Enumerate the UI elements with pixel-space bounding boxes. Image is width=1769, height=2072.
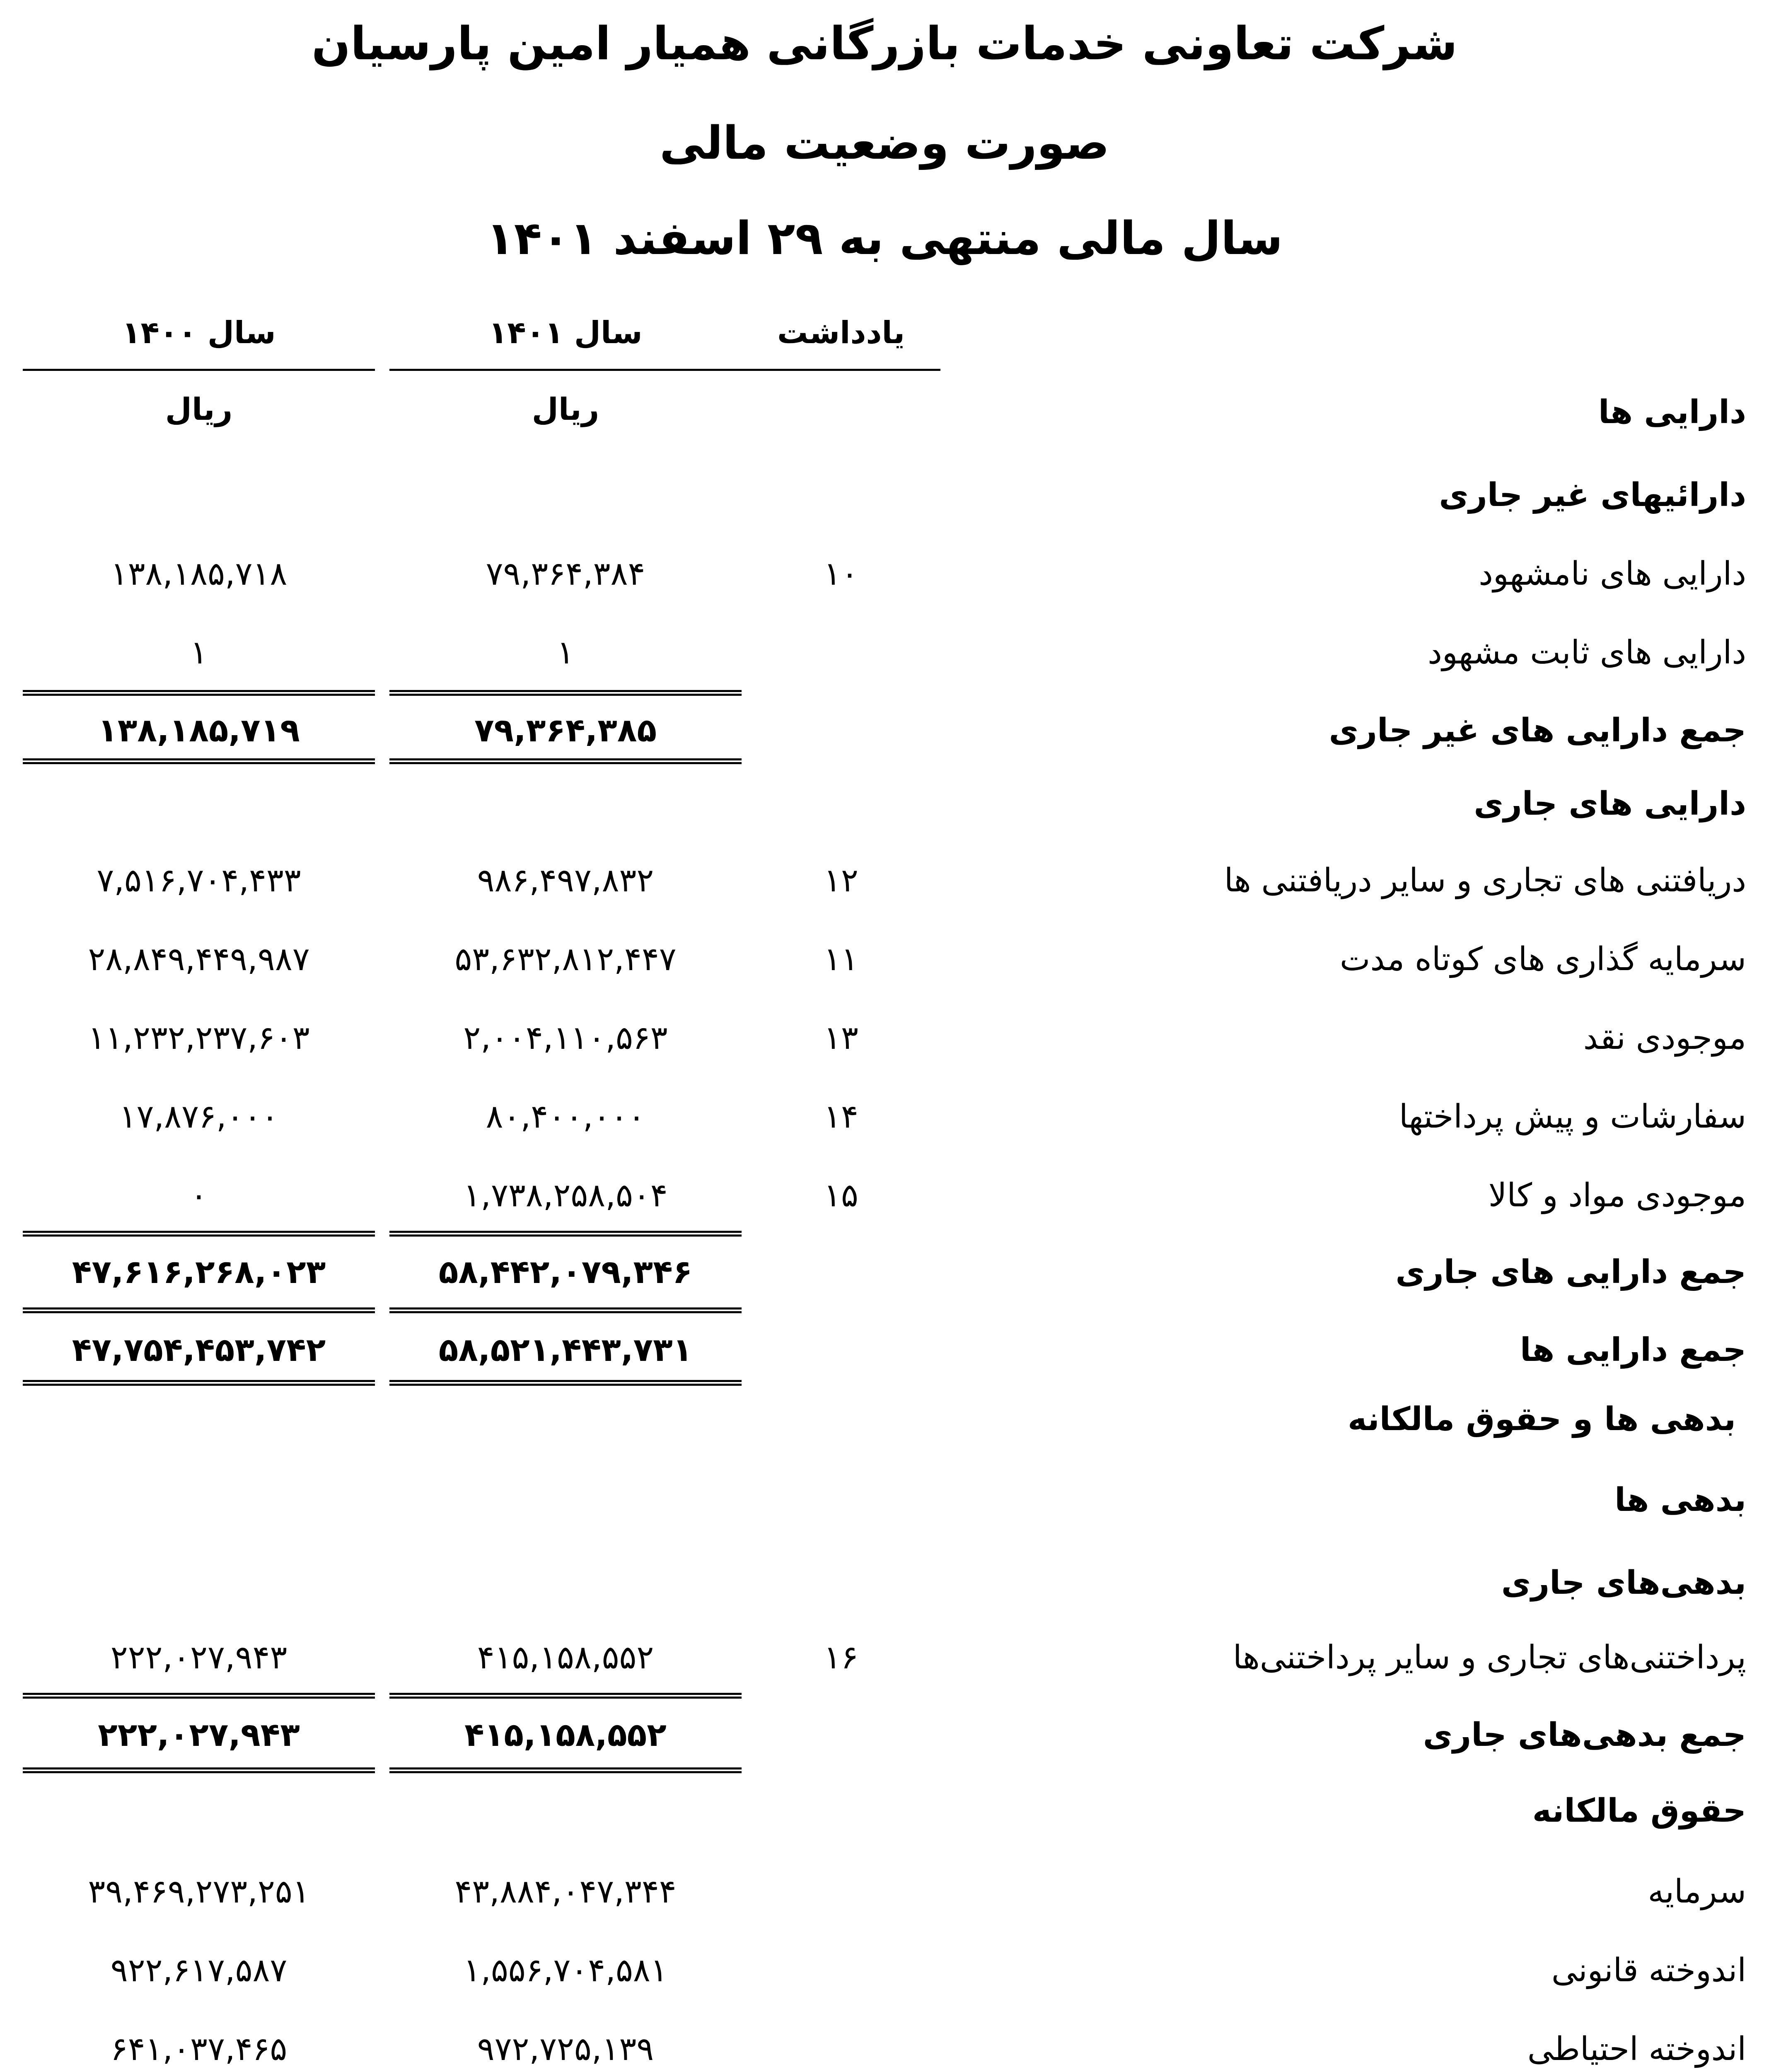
unit-label-1400: ریال [165, 392, 233, 427]
value-1401: ۴۳,۸۸۴,۰۴۷,۳۴۴ [454, 1873, 677, 1910]
row-label: جمع بدهی‌های جاری [1423, 1716, 1746, 1754]
row-cash [0, 999, 1769, 1077]
row-payables [0, 1618, 1769, 1697]
row-total-assets [0, 1311, 1769, 1389]
statement-title: صورت وضعیت مالی [660, 116, 1109, 169]
value-1401: ۱,۵۵۶,۷۰۴,۵۸۱ [463, 1952, 668, 1989]
company-name: شرکت تعاونی خدمات بازرگانی همیار امین پارسیان [312, 17, 1457, 70]
row-label: موجودی مواد و کالا [1488, 1177, 1746, 1214]
value-1401: ۴۱۵,۱۵۸,۵۵۲ [464, 1716, 667, 1754]
value-1400: ۹۲۲,۶۱۷,۵۸۷ [110, 1952, 288, 1989]
value-1400: ۱۷,۸۷۶,۰۰۰ [119, 1098, 279, 1135]
row-label: سفارشات و پیش پرداختها [1399, 1098, 1746, 1135]
row-label: اندوخته احتیاطی [1527, 2031, 1746, 2068]
value-1400: ۱۱,۲۳۲,۲۳۷,۶۰۳ [88, 1019, 310, 1057]
value-1400: ۲۲۲,۰۲۷,۹۴۳ [110, 1639, 288, 1676]
row-intangible [0, 535, 1769, 613]
header-underline-1400 [23, 369, 375, 371]
value-1400: ۴۷,۶۱۶,۲۶۸,۰۲۳ [72, 1254, 326, 1291]
row-label: دارایی های نامشهود [1479, 555, 1746, 593]
row-note: ۱۳ [824, 1019, 858, 1057]
row-tangible [0, 613, 1769, 692]
row-current-assets [0, 765, 1769, 843]
value-1401: ۵۳,۶۳۲,۸۱۲,۴۴۷ [454, 941, 677, 978]
value-1400: ۲۸,۸۴۹,۴۴۹,۹۸۷ [88, 941, 310, 978]
row-short-investments [0, 920, 1769, 999]
row-label: دارایی ها [1598, 394, 1746, 431]
row-note: ۱۶ [824, 1639, 858, 1676]
value-1401: ۲,۰۰۴,۱۱۰,۵۶۳ [463, 1019, 668, 1057]
row-contingency-reserve [0, 2010, 1769, 2072]
value-1401: ۵۸,۴۴۲,۰۷۹,۳۴۶ [438, 1254, 693, 1291]
row-label: دارایی های ثابت مشهود [1428, 634, 1746, 671]
column-header-note: یادداشت [777, 315, 905, 351]
row-note: ۱۱ [824, 941, 858, 978]
row-label: جمع دارایی های غیر جاری [1329, 712, 1746, 749]
row-total-current-liabilities [0, 1696, 1769, 1774]
row-equity [0, 1772, 1769, 1850]
value-1401: ۴۱۵,۱۵۸,۵۵۲ [477, 1639, 654, 1676]
row-label: سرمایه گذاری های کوتاه مدت [1340, 941, 1746, 978]
value-1400: ۰ [190, 1177, 208, 1214]
row-label: بدهی ها و حقوق مالکانه [1348, 1401, 1736, 1438]
row-label: موجودی نقد [1583, 1019, 1746, 1057]
row-label: دارایی های جاری [1474, 785, 1746, 823]
value-1400: ۶۴۱,۰۳۷,۴۶۵ [110, 2031, 288, 2068]
unit-label-1401: ریال [532, 392, 599, 427]
value-1400: ۳۹,۴۶۹,۲۷۳,۲۵۱ [88, 1873, 310, 1910]
row-label: جمع دارایی ها [1520, 1331, 1746, 1369]
row-inventory [0, 1156, 1769, 1235]
row-label: جمع دارایی های جاری [1395, 1254, 1746, 1291]
value-1401: ۹۸۶,۴۹۷,۸۳۲ [477, 862, 654, 899]
value-1401: ۱,۷۳۸,۲۵۸,۵۰۴ [463, 1177, 668, 1214]
column-header-1401: سال ۱۴۰۱ [488, 315, 643, 351]
row-capital [0, 1852, 1769, 1931]
row-prepayments [0, 1077, 1769, 1156]
value-1400: ۱ [190, 634, 208, 671]
value-1401: ۹۷۲,۷۲۵,۱۳۹ [477, 2031, 654, 2068]
row-total-current-assets [0, 1233, 1769, 1312]
row-legal-reserve [0, 1931, 1769, 2010]
row-liabilities [0, 1461, 1769, 1539]
header-underline-1401 [389, 369, 940, 371]
row-liabilities-equity [0, 1380, 1769, 1459]
value-1401: ۵۸,۵۲۱,۴۴۳,۷۳۱ [438, 1331, 693, 1369]
row-note: ۱۵ [824, 1177, 858, 1214]
row-label: پرداختنی‌های تجاری و سایر پرداختنی‌ها [1232, 1639, 1746, 1676]
row-note: ۱۰ [824, 555, 858, 593]
value-1400: ۱۳۸,۱۸۵,۷۱۸ [110, 555, 288, 593]
total-rule [389, 758, 742, 764]
value-1401: ۱ [557, 634, 574, 671]
total-rule [23, 758, 375, 764]
value-1400: ۴۷,۷۵۴,۴۵۳,۷۴۲ [72, 1331, 326, 1369]
row-label: دارائیهای غیر جاری [1439, 477, 1746, 514]
value-1400: ۱۳۸,۱۸۵,۷۱۹ [98, 712, 300, 749]
row-note: ۱۲ [824, 862, 858, 899]
row-label: دریافتنی های تجاری و سایر دریافتنی ها [1224, 862, 1746, 899]
row-note: ۱۴ [824, 1098, 858, 1135]
value-1401: ۷۹,۳۶۴,۳۸۵ [474, 712, 657, 749]
row-assets [0, 373, 1769, 452]
row-receivables [0, 841, 1769, 920]
period-title: سال مالی منتهی به ۲۹ اسفند ۱۴۰۱ [486, 212, 1283, 265]
row-label: بدهی‌های جاری [1501, 1564, 1746, 1602]
value-1400: ۷,۵۱۶,۷۰۴,۴۳۳ [97, 862, 301, 899]
value-1401: ۸۰,۴۰۰,۰۰۰ [486, 1098, 645, 1135]
value-1400: ۲۲۲,۰۲۷,۹۴۳ [98, 1716, 300, 1754]
value-1401: ۷۹,۳۶۴,۳۸۴ [486, 555, 645, 593]
row-label: اندوخته قانونی [1551, 1952, 1746, 1989]
row-noncurrent-assets [0, 456, 1769, 535]
row-label: بدهی ها [1614, 1481, 1746, 1519]
row-label: حقوق مالکانه [1532, 1792, 1746, 1830]
row-current-liabilities [0, 1544, 1769, 1622]
row-label: سرمایه [1648, 1873, 1746, 1910]
column-header-1400: سال ۱۴۰۰ [122, 315, 276, 351]
